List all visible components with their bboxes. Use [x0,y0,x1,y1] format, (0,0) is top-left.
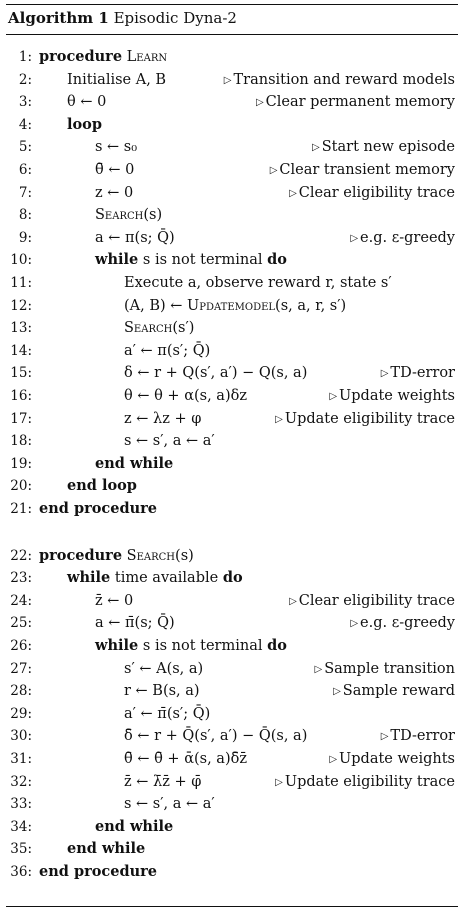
line-number: 2: [18,71,32,88]
algorithm-line [0,69,455,91]
line-code: (A, B) ← Updatemodel(s, a, r, s′) [124,297,347,314]
line-number: 21: [10,501,32,517]
line-code: z ← λz + φ [124,410,202,427]
line-number: 30: [10,728,32,745]
line-number: 35: [10,841,32,858]
line-code: θ ← θ + α(s, a)δz [124,388,247,404]
algorithm-line [0,272,455,294]
algorithm-line [0,91,455,113]
line-code: end while [95,454,174,472]
comment-text: Clear eligibility trace [298,184,455,201]
line-comment [275,408,455,432]
comment-text: Sample transition [324,660,455,677]
algorithm-name: Episodic Dyna-2 [113,9,237,27]
algorithm-line [0,295,455,317]
line-number: 28: [10,683,32,700]
line-number: 26: [10,638,32,654]
line-number: 34: [10,818,32,835]
line-comment [256,91,455,115]
comment-text: Sample reward [342,683,455,700]
line-number: 16: [10,388,32,404]
line-code: z ← 0 [95,184,134,201]
algorithm-line [0,340,455,362]
line-number: 1: [18,49,32,65]
line-code: s ← s₀ [95,139,138,156]
line-comment [315,658,456,682]
comment-text: Start new episode [321,139,455,156]
comment-triangle-icon: ▷ [275,776,283,788]
top-rule [6,4,458,5]
line-number: 33: [10,796,32,813]
comment-text: e.g. ε-greedy [360,615,455,632]
algorithm-line [0,816,455,838]
comment-triangle-icon: ▷ [275,413,283,425]
comment-text: Clear transient memory [279,162,455,178]
line-comment [289,590,455,614]
line-number: 31: [10,751,32,767]
line-number: 9: [18,229,32,246]
line-code: s′ ← A(s, a) [124,660,204,677]
line-number: 13: [10,320,32,337]
algorithm-line [0,658,455,680]
line-code: end procedure [39,863,158,880]
line-comment [381,725,455,749]
line-number: 23: [10,570,32,587]
line-number: 10: [10,252,32,269]
line-number: 4: [18,116,32,133]
line-code: Search(s) [95,207,163,224]
line-code: Search(s′) [124,320,195,337]
comment-triangle-icon: ▷ [312,142,320,154]
algorithm-line [0,385,455,407]
comment-triangle-icon: ▷ [269,165,278,176]
algorithm-line [0,748,455,770]
line-code: r ← B(s, a) [124,683,200,700]
line-code: a ← π̄(s; Q̄) [95,615,175,632]
line-code: z̄ ← λ̄z̄ + φ̄ [124,773,202,790]
comment-text: Update eligibility trace [284,773,455,790]
algorithm-line [0,204,455,226]
comment-triangle-icon: ▷ [255,97,264,109]
comment-triangle-icon: ▷ [350,618,359,630]
comment-text: Clear permanent memory [265,94,455,111]
line-code: a′ ← π(s′; Q̄) [124,342,211,359]
line-comment [224,69,455,93]
algorithm-label: Algorithm 1 [8,9,109,27]
line-code: a ← π(s; Q̄) [95,229,175,246]
line-number: 19: [10,455,32,472]
algorithm-line [0,567,455,589]
line-number: 7: [18,184,32,201]
comment-triangle-icon: ▷ [289,187,297,199]
line-code: end while [95,817,174,835]
algorithm-line [0,635,455,657]
algorithm-line [0,362,455,384]
comment-text: Clear eligibility trace [298,592,455,609]
algorithm-line [0,725,455,747]
comment-text: Update weights [339,751,455,767]
algorithm-line [0,545,455,567]
line-number: 15: [10,365,32,382]
comment-triangle-icon: ▷ [350,232,359,244]
line-comment [333,680,455,704]
comment-triangle-icon: ▷ [289,595,297,607]
line-code: while time available do [67,569,243,587]
caption-rule [6,34,458,35]
line-comment [275,771,455,795]
algorithm-line [0,590,455,612]
line-code: s ← s′, a ← a′ [124,796,215,813]
algorithm-line [0,159,455,181]
line-code: while s is not terminal do [95,251,287,269]
line-code: end while [67,840,146,858]
line-code: s ← s′, a ← a′ [124,433,215,450]
line-comment [312,136,455,160]
algorithm-line [0,46,455,68]
algorithm-line [0,771,455,793]
line-comment [350,227,455,251]
bottom-rule [6,906,458,907]
line-code: procedure Learn [39,48,168,65]
line-number: 32: [10,773,32,790]
line-number: 12: [10,297,32,314]
line-number: 11: [10,275,32,291]
algorithm-line [0,227,455,249]
line-code: z̄ ← 0 [95,592,134,609]
algorithm-line [0,136,455,158]
algorithm-line [0,249,455,271]
algorithm-line [0,861,455,883]
algorithm-line [0,475,455,497]
line-comment [329,385,455,409]
line-number: 27: [10,660,32,677]
line-number: 14: [10,342,32,359]
line-number: 24: [10,592,32,609]
line-number: 6: [18,162,32,178]
line-number: 8: [18,207,32,224]
line-number: 20: [10,478,32,495]
comment-text: Update weights [339,388,455,404]
algorithm-line [0,317,455,339]
comment-triangle-icon: ▷ [329,391,338,402]
line-code: Initialise A, B [67,71,167,88]
line-code: θ ← 0 [67,94,107,111]
algorithm-line [0,430,455,452]
line-code: end loop [67,477,137,495]
line-code: while s is not terminal do [95,637,287,654]
line-code: procedure Search(s) [39,546,194,564]
algorithm-line [0,680,455,702]
line-number: 5: [18,139,32,156]
line-code: loop [67,115,102,133]
comment-text: e.g. ε-greedy [360,229,455,246]
line-comment [289,182,455,206]
algorithm-line [0,703,455,725]
algorithm-line [0,453,455,475]
line-comment [270,159,455,183]
comment-triangle-icon: ▷ [380,368,389,380]
algorithm-caption [8,9,237,27]
algorithm-line [0,114,455,136]
algorithm-line [0,408,455,430]
algorithm-line [0,793,455,815]
algorithm-line [0,182,455,204]
comment-triangle-icon: ▷ [329,754,338,765]
line-code: θ̄ ← θ̄ + ᾱ(s, a)δ̄z̄ [124,751,247,767]
line-comment [329,748,455,772]
line-code: Execute a, observe reward r, state s′ [124,275,392,291]
line-number: 3: [18,94,32,111]
comment-triangle-icon: ▷ [333,686,341,698]
line-number: 17: [10,410,32,427]
line-code: θ̄ ← 0 [95,162,135,178]
line-comment [381,362,455,386]
algorithm-line [0,498,455,520]
line-code: δ̄ ← r + Q̄(s′, a′) − Q̄(s, a) [124,728,308,745]
comment-triangle-icon: ▷ [380,731,389,743]
line-number: 25: [10,615,32,632]
comment-text: Transition and reward models [233,71,455,88]
comment-text: Update eligibility trace [284,410,455,427]
algorithm-line [0,838,455,860]
line-number: 36: [10,864,32,880]
comment-text: TD-error [390,365,455,382]
algorithm-line [0,612,455,634]
line-number: 18: [10,433,32,450]
line-number: 22: [10,547,32,564]
comment-triangle-icon: ▷ [314,663,323,675]
line-number: 29: [10,705,32,722]
comment-triangle-icon: ▷ [223,74,232,86]
line-code: end procedure [39,500,158,517]
line-code: a′ ← π̄(s′; Q̄) [124,705,211,722]
line-comment [350,612,455,636]
comment-text: TD-error [390,728,455,745]
line-code: δ ← r + Q(s′, a′) − Q(s, a) [124,365,308,382]
